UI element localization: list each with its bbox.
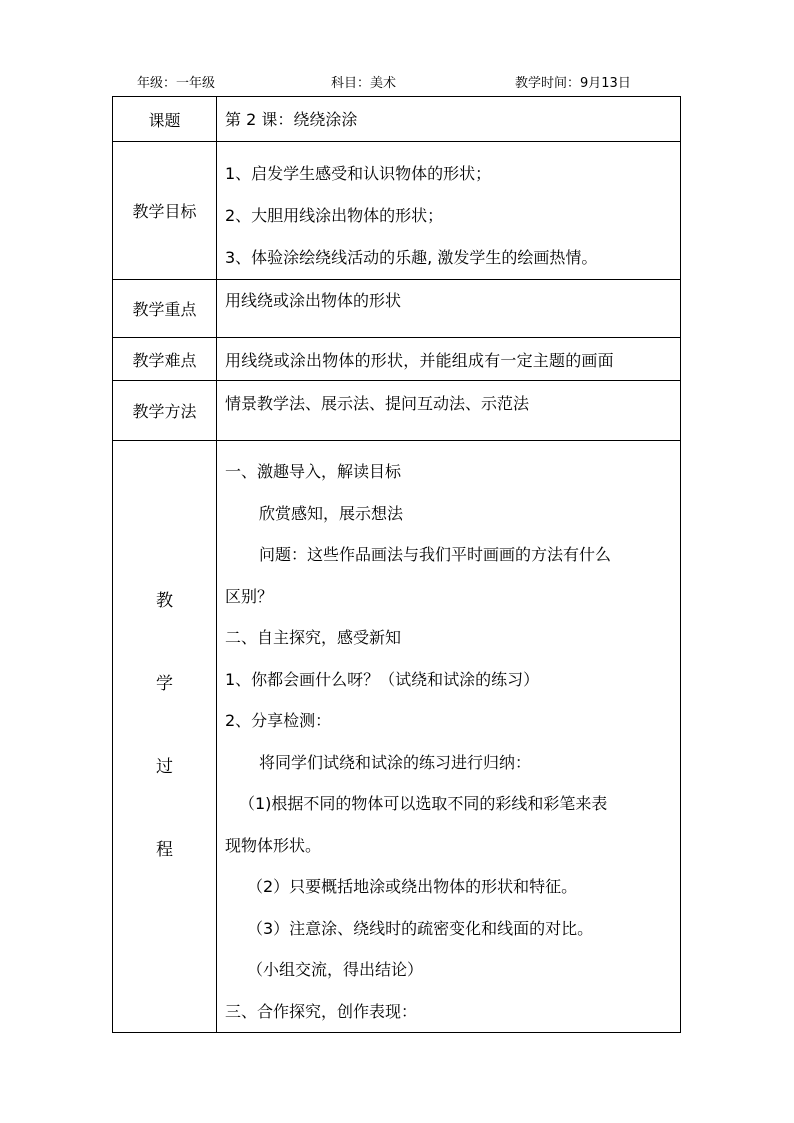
- process-line: 将同学们试绕和试涂的练习进行归纳：: [259, 752, 532, 772]
- process-line: 现物体形状。: [225, 835, 322, 855]
- cell-key-point: [217, 280, 681, 338]
- row-key-point: [113, 280, 681, 338]
- process-line: （小组交流，得出结论）: [247, 960, 424, 979]
- goal-item: 3、体验涂绘绕线活动的乐趣, 激发学生的绘画热情。: [225, 248, 598, 267]
- goal-item: 2、大胆用线涂出物体的形状；: [225, 206, 444, 225]
- process-line: 2、分享检测：: [225, 711, 332, 730]
- process-line: 一、激趣导入，解读目标: [225, 462, 402, 481]
- row-teaching-goals: [113, 142, 681, 280]
- process-label-char: 教: [156, 591, 173, 611]
- process-label-char: 程: [156, 840, 173, 860]
- process-label-char: 过: [156, 757, 173, 777]
- cell-teaching-process: [217, 441, 681, 1033]
- process-line: （2）只要概括地涂或绕出物体的形状和特征。: [247, 877, 578, 896]
- label-teaching-method: 教学方法: [113, 381, 217, 441]
- label-key-point: 教学重点: [113, 280, 217, 338]
- row-difficulty: [113, 338, 681, 381]
- process-label-char: 学: [156, 674, 173, 694]
- difficulty-value: 用线绕或涂出物体的形状，并能组成有一定主题的画面: [225, 351, 614, 370]
- cell-lesson-title: [217, 97, 681, 142]
- process-line: 二、自主探究，感受新知: [225, 628, 402, 647]
- header-subject: 科目：美术: [331, 76, 397, 91]
- header-teaching-time: 教学时间：9月13日: [515, 76, 631, 91]
- label-teaching-goals: 教学目标: [113, 142, 217, 280]
- process-line: 区别？: [225, 586, 274, 606]
- cell-teaching-goals: [217, 142, 681, 280]
- label-lesson-title: 课题: [113, 97, 217, 142]
- row-lesson-title: [113, 97, 681, 142]
- row-teaching-process: [113, 441, 681, 1033]
- process-line: 三、合作探究，创作表现：: [225, 1001, 418, 1021]
- cell-teaching-method: [217, 381, 681, 441]
- label-teaching-process: [113, 441, 217, 1033]
- teaching-method-value: 情景教学法、展示法、提问互动法、示范法: [225, 394, 530, 413]
- process-line: 1、你都会画什么呀？（试绕和试涂的练习）: [225, 669, 540, 689]
- key-point-value: 用线绕或涂出物体的形状: [225, 291, 402, 310]
- process-line: 欣赏感知，展示想法: [259, 503, 404, 523]
- header-grade: 年级：一年级: [137, 76, 216, 91]
- process-line: （1)根据不同的物体可以选取不同的彩线和彩笔来表: [239, 794, 608, 813]
- lesson-title-value: 第 2 课：绕绕涂涂: [225, 110, 358, 129]
- row-teaching-method: [113, 381, 681, 441]
- goal-item: 1、启发学生感受和认识物体的形状；: [225, 164, 492, 183]
- process-line: （3）注意涂、绕线时的疏密变化和线面的对比。: [247, 918, 594, 938]
- cell-difficulty: [217, 338, 681, 381]
- lesson-plan-table: [112, 96, 681, 1033]
- label-difficulty: 教学难点: [113, 338, 217, 381]
- process-line: 问题：这些作品画法与我们平时画画的方法有什么: [259, 545, 612, 564]
